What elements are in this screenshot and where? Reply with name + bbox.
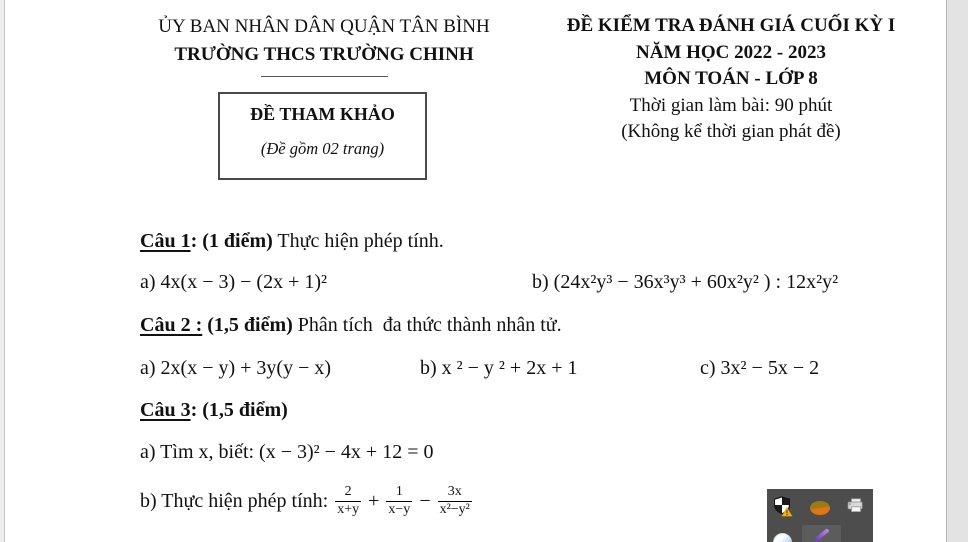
fraction-1-numerator: 2 [344, 484, 352, 500]
question-3-points: : (1,5 điểm) [190, 399, 288, 421]
question-2-text: Phân tích đa thức thành nhân tử. [297, 314, 562, 336]
header-left [140, 13, 508, 77]
exam-title-line-1: ĐỀ KIỂM TRA ĐÁNH GIÁ CUỐI KỲ I [566, 15, 896, 36]
fraction-2 [386, 484, 412, 517]
left-gutter [0, 0, 5, 542]
fraction-1-denominator: x+y [337, 501, 360, 517]
scrollbar-track[interactable] [946, 0, 968, 542]
exam-reference-box [218, 92, 427, 180]
exam-duration-note: (Không kể thời gian phát đề) [621, 121, 841, 142]
operator-minus: − [419, 490, 431, 512]
exam-title-line-2: NĂM HỌC 2022 - 2023 [636, 41, 826, 63]
question-2-item-c: c) 3x² − 5x − 2 [700, 357, 820, 379]
question-3-label: Câu 3 [140, 399, 191, 421]
question-2-heading [140, 313, 562, 337]
fraction-2-denominator: x−y [388, 501, 411, 517]
blue-app-icon[interactable] [773, 533, 792, 542]
operator-plus: + [368, 490, 380, 512]
question-1-item-a: a) 4x(x − 3) − (2x + 1)² [140, 271, 328, 293]
question-3-heading [140, 398, 288, 422]
header-divider-line [261, 76, 388, 77]
question-3-item-b [140, 477, 474, 525]
fraction-3-denominator: x²−y² [439, 501, 470, 517]
question-2-item-b: b) x ² − y ² + 2x + 1 [420, 357, 578, 379]
question-1-text: Thực hiện phép tính. [277, 230, 444, 252]
exam-title-line-3: MÔN TOÁN - LỚP 8 [644, 68, 818, 89]
fraction-1 [335, 484, 361, 517]
org-line-2: TRƯỜNG THCS TRƯỜNG CHINH [174, 44, 474, 65]
org-line-1: ỦY BAN NHÂN DÂN QUẬN TÂN BÌNH [158, 16, 490, 37]
orange-sphere-icon[interactable] [810, 501, 830, 515]
question-2-label: Câu 2 : [140, 314, 203, 336]
question-3-item-a: a) Tìm x, biết: (x − 3)² − 4x + 12 = 0 [140, 441, 434, 463]
printer-icon[interactable] [847, 498, 863, 513]
exam-duration: Thời gian làm bài: 90 phút [629, 94, 833, 116]
fraction-3-numerator: 3x [447, 484, 462, 500]
security-shield-warning-icon[interactable] [774, 496, 793, 517]
fraction-2-numerator: 1 [395, 484, 403, 500]
question-1-heading [140, 229, 444, 253]
question-1-label: Câu 1 [140, 230, 191, 252]
exam-box-title: ĐỀ THAM KHẢO [250, 104, 395, 124]
question-1-item-b: b) (24x²y³ − 36x³y³ + 60x²y² ) : 12x²y² [532, 271, 839, 293]
question-2-item-a: a) 2x(x − y) + 3y(y − x) [140, 357, 332, 379]
fraction-3 [438, 484, 472, 517]
header-right [540, 13, 922, 146]
question-1-points: : (1 điểm) [190, 230, 273, 252]
question-2-points: (1,5 điểm) [207, 314, 293, 336]
system-tray-popup [767, 489, 873, 542]
exam-box-subtitle: (Đề gồm 02 trang) [260, 139, 385, 158]
question-3-item-b-prefix: b) Thực hiện phép tính: [140, 490, 329, 512]
